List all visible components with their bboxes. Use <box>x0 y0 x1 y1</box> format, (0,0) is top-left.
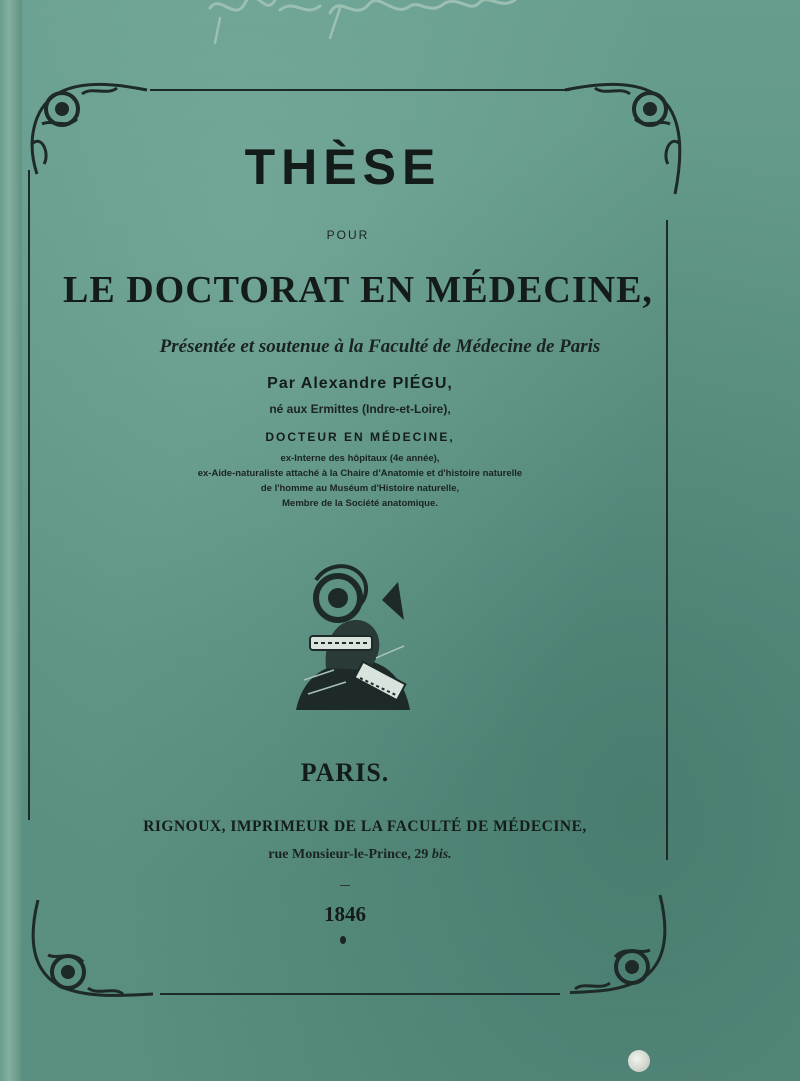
separator-dash <box>340 885 350 886</box>
imprint-year: 1846 <box>324 902 366 926</box>
title-these: THÈSE <box>244 139 442 195</box>
main-title: LE DOCTORAT EN MÉDECINE, <box>63 269 653 311</box>
library-stamp-mark <box>628 1050 650 1072</box>
imprint-address <box>200 847 520 863</box>
corner-ornament-bottom-right <box>570 895 670 1005</box>
degree-line: DOCTEUR EN MÉDECINE, <box>265 430 455 444</box>
page-edge <box>0 0 22 1081</box>
address-suffix: bis. <box>431 847 452 862</box>
credential-line: ex-Interne des hôpitaux (4e année), <box>280 453 440 464</box>
author-line: Par Alexandre PIÉGU, <box>267 375 453 392</box>
handwritten-inscription <box>180 0 540 58</box>
credential-line: Membre de la Société anatomique. <box>282 498 438 509</box>
ornament-dot <box>340 936 346 944</box>
subtitle: Présentée et soutenue à la Faculté de Médecine de Paris <box>159 336 601 357</box>
credential-line: ex-Aide-naturaliste attaché à la Chaire d'Anatomie et d'histoire naturelle <box>197 468 523 479</box>
frame-rule-bottom <box>160 993 560 995</box>
birthplace-line: né aux Ermittes (Indre-et-Loire), <box>269 402 451 416</box>
corner-ornament-bottom-left <box>28 900 158 1010</box>
corner-ornament-top-right <box>560 64 690 204</box>
printer-emblem-vignette <box>286 560 418 718</box>
imprint-place: PARIS. <box>300 758 390 787</box>
imprint-printer: RIGNOUX, IMPRIMEUR DE LA FACULTÉ DE MÉDECINE, <box>143 818 587 835</box>
credential-line: de l'homme au Muséum d'Histoire naturelle, <box>260 483 460 494</box>
address-street: rue Monsieur-le-Prince, 29 <box>268 847 429 862</box>
corner-ornament-top-left <box>22 64 152 184</box>
frame-rule-right <box>666 220 668 860</box>
title-pour: POUR <box>326 228 370 242</box>
frame-rule-top <box>150 89 570 91</box>
